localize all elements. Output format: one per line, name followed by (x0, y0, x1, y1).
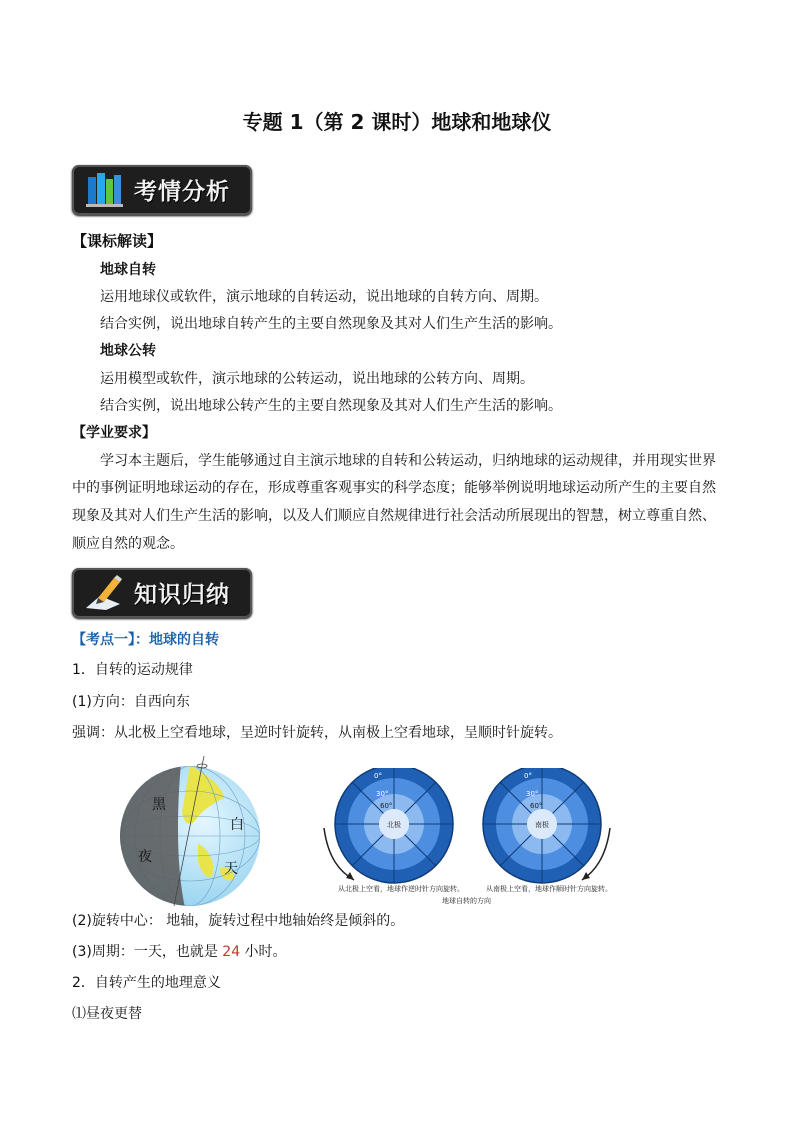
item-heading: 1．自转的运动规律 (72, 662, 193, 678)
rotation-subheading: 地球自转 (100, 262, 156, 278)
south-caption: 从南极上空看，地球作顺时针方向旋转。 (486, 885, 612, 893)
globe-day-night-figure (112, 752, 272, 911)
curriculum-line: 运用模型或软件，演示地球的公转运动，说出地球的公转方向、周期。 (100, 371, 534, 387)
pen-icon (84, 574, 124, 616)
period-line (72, 939, 287, 966)
figure-caption: 地球自转的方向 (442, 897, 491, 905)
daynight-line: ⑴昼夜更替 (72, 1006, 142, 1022)
ring-label: 60° (380, 802, 393, 810)
curriculum-line: 结合实例，说出地球公转产生的主要自然现象及其对人们生产生活的影响。 (100, 398, 562, 414)
key-point-heading (72, 627, 219, 654)
key-point-title: ：地球的自转 (135, 632, 219, 648)
item-heading: 2．自转产生的地理意义 (72, 975, 221, 991)
ring-label: 0° (524, 772, 532, 780)
south-center-label: 南极 (535, 821, 549, 829)
banner-label: 知识归纳 (134, 582, 230, 608)
requirements-line: 顺应自然的观念。 (72, 536, 184, 552)
direction-line: (1)方向：自西向东 (72, 694, 190, 710)
banner-label: 考情分析 (134, 179, 230, 205)
ring-label: 60° (530, 802, 543, 810)
ring-label: 30° (376, 790, 389, 798)
section-banner-knowledge (72, 568, 252, 618)
section-banner-analysis (72, 165, 252, 215)
globe-label-night: 夜 (138, 849, 152, 865)
ring-label: 30° (526, 790, 539, 798)
key-point-bracket: 【考点一】 (72, 632, 135, 648)
curriculum-line: 结合实例，说出地球自转产生的主要自然现象及其对人们生产生活的影响。 (100, 316, 562, 332)
center-line: (2)旋转中心： 地轴，旋转过程中地轴始终是倾斜的。 (72, 913, 405, 929)
period-number: 24 (222, 944, 241, 960)
north-center-label: 北极 (387, 821, 401, 829)
globe-label-day: 天 (224, 861, 238, 877)
revolution-subheading: 地球公转 (100, 343, 156, 359)
curriculum-heading: 【课标解读】 (72, 232, 163, 250)
requirements-line: 中的事例证明地球运动的存在，形成尊重客观事实的科学态度；能够举例说明地球运动所产生的主要自然 (72, 480, 716, 496)
period-text: 小时。 (240, 944, 287, 960)
curriculum-line: 运用地球仪或软件，演示地球的自转运动，说出地球的自转方向、周期。 (100, 289, 548, 305)
requirements-line: 学习本主题后，学生能够通过自主演示地球的自转和公转运动，归纳地球的运动规律，并用现实世界 (100, 453, 716, 469)
period-text: (3)周期：一天，也就是 (72, 944, 223, 960)
polar-rotation-figure (320, 768, 620, 905)
requirements-heading: 【学业要求】 (72, 425, 156, 441)
globe-label-white: 白 (230, 817, 244, 833)
north-caption: 从北极上空看，地球作逆时针方向旋转。 (338, 885, 464, 893)
emphasis-line: 强调：从北极上空看地球，呈逆时针旋转，从南极上空看地球，呈顺时针旋转。 (72, 725, 562, 741)
requirements-line: 现象及其对人们生产生活的影响，以及人们顺应自然规律进行社会活动所展现出的智慧，树立尊重自然、 (72, 508, 716, 524)
books-icon (84, 171, 124, 213)
ring-label: 0° (374, 772, 382, 780)
globe-label-dark: 黑 (152, 797, 166, 813)
page-title: 专题 1（第 2 课时）地球和地球仪 (242, 110, 552, 134)
